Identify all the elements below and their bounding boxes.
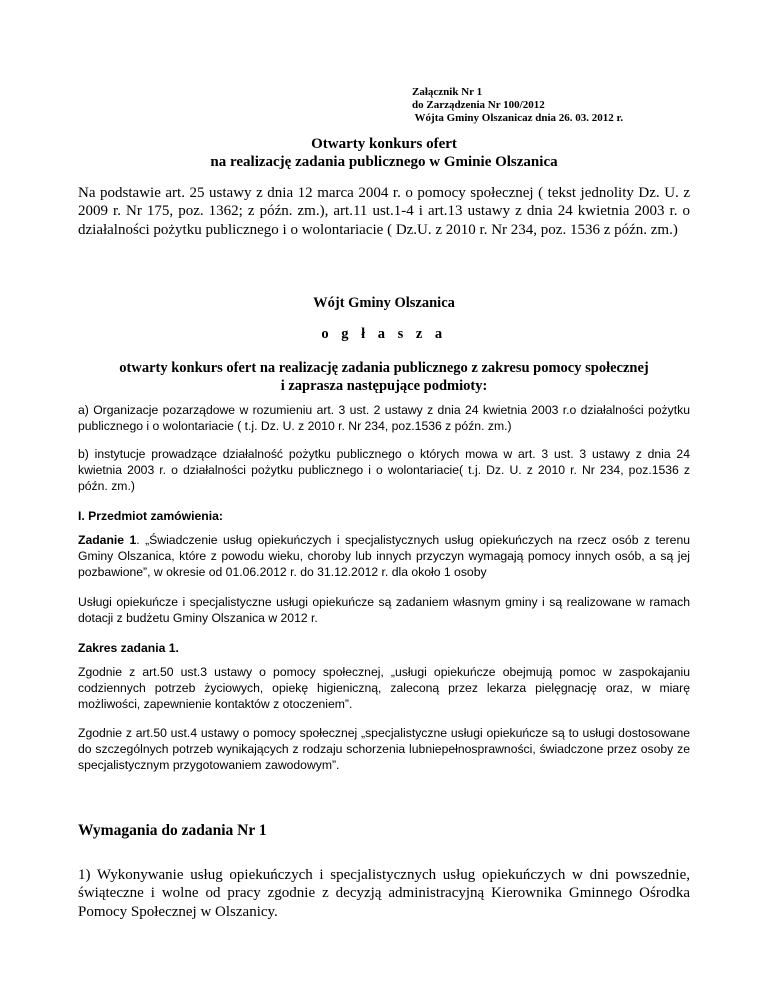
title-line-1: Otwarty konkurs ofert (311, 136, 457, 152)
scope-paragraph-2: Zgodnie z art.50 ust.4 ustawy o pomocy społecznej „specjalistyczne usługi opiekuńcze są to usługi dostosowane do szczególnych potrzeb wynikających z rodzaju schorzenia lubniepełnosprawności, świadczone przez osoby ze specjalistycznym przygotowaniem zawodowym”. (78, 726, 690, 772)
annex-line-2: do Zarządzenia Nr 100/2012 (412, 99, 545, 111)
requirement-1-paragraph: 1) Wykonywanie usług opiekuńczych i specjalistycznych usług opiekuńczych w dni powszednie, świąteczne i wolne od pracy zgodnie z decyzją administracyjną Kierownika Gminnego Ośrodka Pomocy Społecznej w Olszanicy. (78, 867, 690, 920)
intro-paragraph: Na podstawie art. 25 ustawy z dnia 12 marca 2004 r. o pomocy społecznej ( tekst jednolity Dz. U. z 2009 r. Nr 175, poz. 1362; z późn. zm.), art.11 ust.1-4 i art.13 ustawy z dnia 24 kwietnia 2003 r. o działalności pożytku publicznego i o wolontariacie ( Dz.U. z 2010 r. Nr 234, poz. 1536 z późn. zm.) (78, 185, 690, 238)
document-title (100, 135, 668, 171)
section-1-heading: I. Przedmiot zamówienia: (78, 509, 223, 523)
services-paragraph: Usługi opiekuńcze i specjalistyczne usługi opiekuńcze są zadaniem własnym gminy i są realizowane w ramach dotacji z budżetu Gminy Olszanica w 2012 r. (78, 595, 690, 625)
task-1-text: . „Świadczenie usług opiekuńczych i specjalistycznych usług opiekuńczych na rzecz osób z terenu Gminy Olszanica, które z powodu wieku, choroby lub innych przyczyn wymagają pomocy innych osób, a są jej pozbawione”, w okresie od 01.06.2012 r. do 31.12.2012 r. dla około 1 osoby (78, 533, 691, 579)
scope-heading: Zakres zadania 1. (78, 641, 179, 655)
title-line-2: na realizację zadania publicznego w Gminie Olszanica (210, 154, 558, 170)
oglasza-heading: o g ł a s z a (321, 326, 447, 342)
entity-b-paragraph: b) instytucje prowadzące działalność pożytku publicznego o których mowa w art. 3 ust. 3 ustawy z dnia 24 kwietnia 2003 r. o działalności pożytku publicznego i o wolontariacie( t.j. Dz. U. z 2010 r. Nr 234, poz.1536 z późn. zm.) (78, 447, 690, 493)
requirements-heading: Wymagania do zadania Nr 1 (78, 822, 267, 839)
annex-header (412, 86, 623, 125)
call-line-2: i zaprasza następujące podmioty: (280, 378, 488, 394)
annex-line-3: Wójta Gminy Olszanicaz dnia 26. 03. 2012 r. (412, 112, 624, 124)
entity-a-paragraph: a) Organizacje pozarządowe w rozumieniu art. 3 ust. 2 ustawy z dnia 24 kwietnia 2003 r.o działalności pożytku publicznego i o wolontariacie ( t.j. Dz. U. z 2010 r. Nr 234, poz.1536 z późn. zm.) (78, 403, 690, 433)
call-heading (78, 359, 690, 395)
task-1-label: Zadanie 1 (78, 533, 137, 547)
wojt-heading: Wójt Gminy Olszanica (313, 295, 455, 311)
task-1-paragraph (78, 532, 690, 580)
call-line-1: otwarty konkurs ofert na realizację zadania publicznego z zakresu pomocy społecznej (119, 360, 649, 376)
scope-paragraph-1: Zgodnie z art.50 ust.3 ustawy o pomocy społecznej, „usługi opiekuńcze obejmują pomoc w zaspokajaniu codziennych potrzeb życiowych, opiekę higieniczną, zaleconą przez lekarza pielęgnację oraz, w miarę możliwości, zapewnienie kontaktów z otoczeniem”. (78, 665, 690, 711)
annex-line-1: Załącznik Nr 1 (412, 86, 483, 98)
